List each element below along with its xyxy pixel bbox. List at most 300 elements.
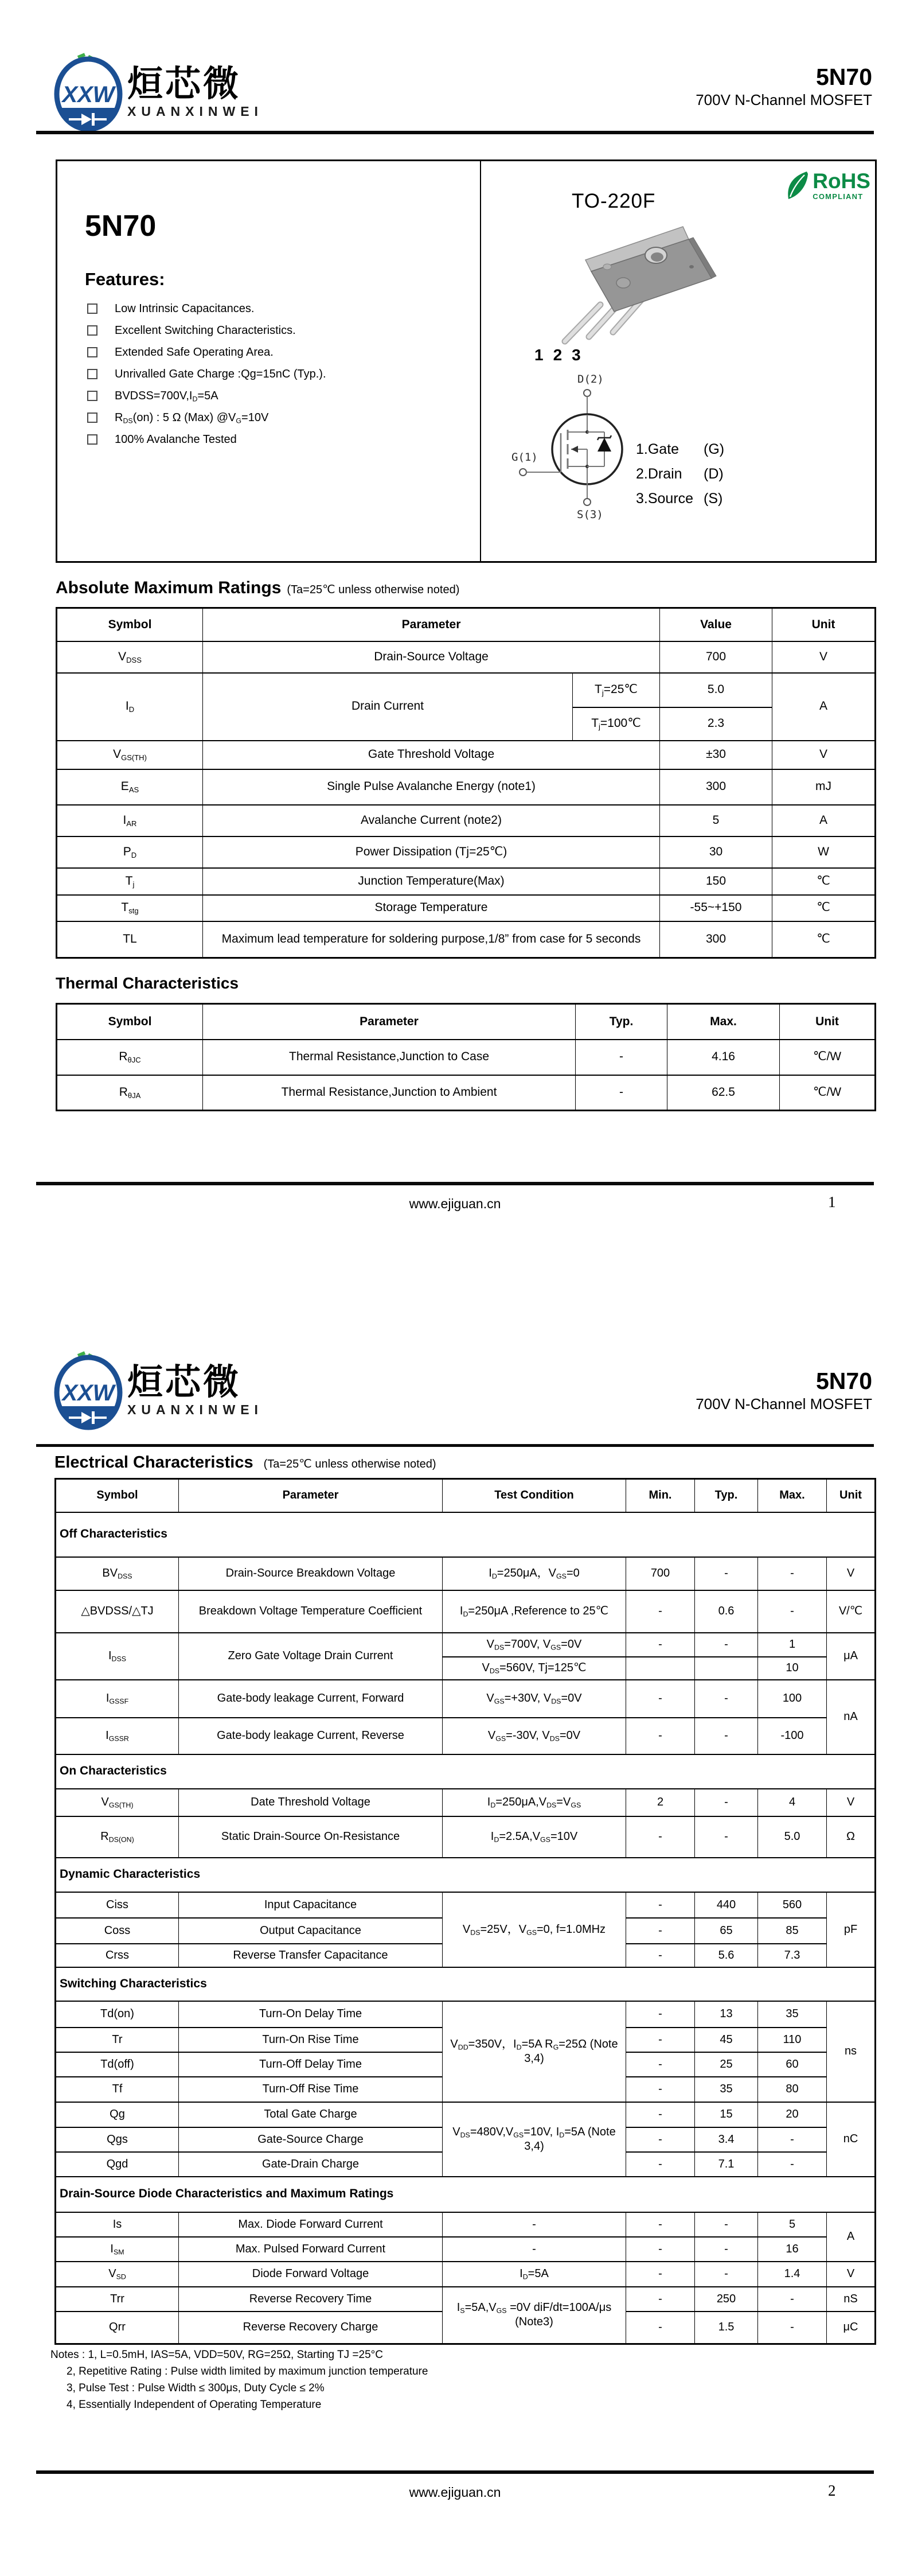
cond-cell: $I_D=5A$ [443,2262,626,2287]
section-row-dynamic-characteristics [56,1858,876,1892]
param-cell: Reverse Recovery Time [179,2287,443,2312]
package-name: TO-220F [572,190,656,212]
note-line: 2, Repetitive Rating : Pulse width limited by maximum junction temperature [67,2365,428,2377]
checkbox-icon [87,303,97,314]
pin-2-label: 2 [553,346,563,364]
list-item [636,441,724,458]
col-header-min: Min. [626,1479,695,1512]
col-header-symbol: Symbol [57,608,203,641]
list-item [87,346,326,359]
min-cell: - [626,1944,695,1967]
max-cell: 7.3 [758,1944,827,1967]
feature-text: $BVDSS=700V,I_D=5A$ [115,390,218,403]
typ-cell: 7.1 [695,2152,758,2177]
unit-cell: V [772,641,876,673]
min-cell: - [626,1892,695,1918]
sym-cell: Crss [56,1944,179,1967]
section-label: Drain-Source Diode Characteristics and Maximum Ratings [56,2177,876,2212]
value-cell: 300 [660,921,772,958]
company-logo [52,1351,263,1431]
max-cell: 110 [758,2028,827,2052]
sym-cell: $E_{AS}$ [57,769,203,805]
list-item [636,491,724,507]
typ-cell: 5.6 [695,1944,758,1967]
param-cell: Turn-Off Rise Time [179,2077,443,2102]
amr-section-title [56,578,459,598]
param-cell: Total Gate Charge [179,2102,443,2127]
features-title: Features: [85,269,165,289]
max-cell: 85 [758,1918,827,1944]
param-cell: Single Pulse Avalanche Energy (note1) [203,769,660,805]
section-label: Dynamic Characteristics [56,1858,876,1892]
typ-cell: - [695,1718,758,1754]
sym-cell: Qgd [56,2152,179,2177]
logo-xxw-text: XXW [62,82,115,107]
unit-cell: nC [827,2102,876,2177]
brand-name-english: XUANXINWEI [127,104,263,119]
min-cell: - [626,2287,695,2312]
min-cell: - [626,1633,695,1657]
param-cell: Turn-On Delay Time [179,2001,443,2028]
max-cell: - [758,2287,827,2312]
min-cell [626,1657,695,1680]
cond-cell: $V_{GS}=+30V$, $V_{DS}=0V$ [443,1680,626,1718]
pin-numbers [534,346,591,364]
rohs-subtitle: COMPLIANT [813,192,864,201]
brand-name-chinese: 烜芯微 [127,1363,241,1402]
col-header-typ: Typ. [695,1479,758,1512]
sym-cell: $T_{stg}$ [57,895,203,921]
param-cell: Avalanche Current (note2) [203,805,660,836]
pin-function-name: 1.Gate [636,441,679,457]
param-cell: Thermal Resistance,Junction to Case [203,1040,576,1075]
max-cell: 100 [758,1680,827,1718]
min-cell: 700 [626,1557,695,1590]
table-row [56,1789,876,1816]
page-number: 1 [828,1193,836,1211]
sym-cell: $I_{DSS}$ [56,1633,179,1680]
sym-cell: Qgs [56,2127,179,2152]
unit-cell: μC [827,2312,876,2344]
max-cell: - [758,2312,827,2344]
max-cell: 80 [758,2077,827,2102]
sym-cell: $I_{GSSR}$ [56,1718,179,1754]
table-row [56,2287,876,2312]
max-cell: 35 [758,2001,827,2028]
param-cell: Turn-Off Delay Time [179,2052,443,2077]
sym-cell: $V_{DSS}$ [57,641,203,673]
part-subtitle: 700V N-Channel MOSFET [696,91,872,109]
sym-cell: $BV_{DSS}$ [56,1557,179,1590]
brand-name-chinese: 烜芯微 [127,64,241,104]
min-cell: 2 [626,1789,695,1816]
footer-rule [36,1182,874,1185]
max-cell: - [758,1557,827,1590]
col-header-max: Max. [667,1004,780,1040]
typ-cell: - [695,2212,758,2237]
sym-cell: Qg [56,2102,179,2127]
logo-xxw-text: XXW [62,1380,115,1406]
section-row-on-characteristics [56,1754,876,1789]
table-row [57,895,876,921]
section-heading: Thermal Characteristics [56,974,239,992]
cond-cell: $V_{GS}=-30V$, $V_{DS}=0V$ [443,1718,626,1754]
sym-cell: Td(off) [56,2052,179,2077]
param-cell: Date Threshold Voltage [179,1789,443,1816]
list-item [87,302,326,315]
cond-cell: - [443,2212,626,2237]
max-cell: 5.0 [758,1816,827,1858]
col-header-parameter: Parameter [203,1004,576,1040]
unit-cell: V [772,741,876,769]
typ-cell [695,1657,758,1680]
typ-cell: - [695,1680,758,1718]
table-row [56,1633,876,1657]
sym-cell: Ciss [56,1892,179,1918]
param-cell: Turn-On Rise Time [179,2028,443,2052]
section-row-switching-characteristics [56,1967,876,2001]
col-header-unit: Unit [780,1004,876,1040]
footer-website: www.ejiguan.cn [409,1196,501,1211]
cond-cell: - [443,2237,626,2262]
table-row [56,1590,876,1633]
sym-cell: $R_{\theta JC}$ [57,1040,203,1075]
min-cell: - [626,2001,695,2028]
feature-text: Unrivalled Gate Charge :Qg=15nC (Typ.). [115,368,326,380]
max-cell: 60 [758,2052,827,2077]
min-cell: - [626,1918,695,1944]
unit-cell: ℃ [772,895,876,921]
table-row [56,2237,876,2262]
electrical-characteristics-table [54,1478,876,2345]
features-list [87,302,326,455]
min-cell: - [626,1718,695,1754]
rohs-badge [785,170,870,203]
param-cell: Junction Temperature(Max) [203,868,660,895]
param-cell: Input Capacitance [179,1892,443,1918]
max-cell: 5 [758,2212,827,2237]
min-cell: - [626,2152,695,2177]
note-line: 3, Pulse Test : Pulse Width ≤ 300μs, Duty Cycle ≤ 2% [67,2382,325,2394]
unit-cell: ℃ [772,868,876,895]
cond-cell: $T_j=25℃$ [573,673,660,707]
param-cell: Max. Diode Forward Current [179,2212,443,2237]
param-cell: Gate-Source Charge [179,2127,443,2152]
col-header-parameter: Parameter [179,1479,443,1512]
sym-cell: Tr [56,2028,179,2052]
pin-1-label: 1 [534,346,544,364]
min-cell: - [626,2237,695,2262]
unit-cell: ℃ [772,921,876,958]
sym-cell: $I_{GSSF}$ [56,1680,179,1718]
table-row [57,868,876,895]
document-title-block [696,1368,872,1413]
table-row [56,1718,876,1754]
cond-cell: $I_D=250\mu A,V_{DS}=V_{GS}$ [443,1789,626,1816]
typ-cell: 250 [695,2287,758,2312]
footer-website: www.ejiguan.cn [409,2485,501,2500]
param-cell: Max. Pulsed Forward Current [179,2237,443,2262]
section-row-diode-characteristics [56,2177,876,2212]
param-cell: Gate-Drain Charge [179,2152,443,2177]
list-item [87,411,326,424]
value-cell: 150 [660,868,772,895]
param-cell: Zero Gate Voltage Drain Current [179,1633,443,1680]
typ-cell: - [695,1789,758,1816]
page-2 [0,1288,910,2576]
typ-cell: 45 [695,2028,758,2052]
max-cell: - [758,2152,827,2177]
value-cell: 700 [660,641,772,673]
param-cell: Gate-body leakage Current, Forward [179,1680,443,1718]
min-cell: - [626,2052,695,2077]
value-cell: -55~+150 [660,895,772,921]
pin-function-name: 2.Drain [636,466,682,482]
col-header-typ: Typ. [576,1004,667,1040]
col-header-unit: Unit [772,608,876,641]
table-header-row [57,1004,876,1040]
pin-function-list [636,441,724,515]
section-heading: Electrical Characteristics [54,1453,253,1472]
checkbox-icon [87,369,97,379]
min-cell: - [626,2028,695,2052]
value-cell: 30 [660,836,772,868]
param-cell: Output Capacitance [179,1918,443,1944]
value-cell: 5 [660,805,772,836]
sym-cell: △BVDSS/△TJ [56,1590,179,1633]
value-cell: ±30 [660,741,772,769]
cond-cell: $V_{DS}=700V$, $V_{GS}=0V$ [443,1633,626,1657]
sym-cell: $V_{GS(TH)}$ [57,741,203,769]
sym-cell: Tf [56,2077,179,2102]
col-header-value: Value [660,608,772,641]
cond-cell: $V_{DS}=560V$, Tj=125℃ [443,1657,626,1680]
max-cell: 4 [758,1789,827,1816]
section-heading: Absolute Maximum Ratings [56,578,282,597]
sym-cell: $V_{SD}$ [56,2262,179,2287]
table-row [56,2001,876,2028]
unit-cell: A [772,805,876,836]
cond-cell: $I_D=250\mu A$ ,Reference to 25℃ [443,1590,626,1633]
rohs-leaf-icon [785,170,810,203]
unit-cell: μA [827,1633,876,1680]
drain-label: D(2) [577,373,604,386]
value-cell: 300 [660,769,772,805]
sym-cell: $R_{\theta JA}$ [57,1075,203,1111]
sym-cell: $R_{DS(ON)}$ [56,1816,179,1858]
company-logo [52,53,263,133]
unit-cell: V [827,1789,876,1816]
checkbox-icon [87,413,97,423]
cond-cell: $V_{DD}=350V$，$I_D=5A$ $R_G=25\Omega$ (Note 3,4) [443,2001,626,2102]
checkbox-icon [87,434,97,445]
cond-cell: $V_{DS}=25V$，$V_{GS}=0$, f=1.0MHz [443,1892,626,1967]
checkbox-icon [87,325,97,336]
typ-cell: - [695,2262,758,2287]
table-row [57,741,876,769]
typ-cell: 25 [695,2052,758,2077]
col-header-max: Max. [758,1479,827,1512]
param-cell: Reverse Transfer Capacitance [179,1944,443,1967]
sym-cell: $I_{SM}$ [56,2237,179,2262]
table-header-row [56,1479,876,1512]
section-label: On Characteristics [56,1754,876,1789]
page-number: 2 [828,2482,836,2499]
table-row [57,805,876,836]
to220f-package-image [527,214,745,349]
param-cell: Gate-body leakage Current, Reverse [179,1718,443,1754]
sym-cell: Coss [56,1918,179,1944]
pin-3-label: 3 [572,346,581,364]
header-rule [36,131,874,134]
sym-cell: $P_D$ [57,836,203,868]
min-cell: - [626,2102,695,2127]
min-cell: - [626,1680,695,1718]
thermal-characteristics-table [56,1003,876,1111]
col-header-symbol: Symbol [57,1004,203,1040]
feature-text: Extended Safe Operating Area. [115,346,274,359]
sym-cell: Td(on) [56,2001,179,2028]
notes-block [50,2347,428,2413]
unit-cell: V/℃ [827,1590,876,1633]
source-label: S(3) [577,508,603,521]
xxw-logo-icon [52,53,125,133]
note-line: Notes : 1, L=0.5mH, IAS=5A, VDD=50V, RG=25Ω, Starting TJ =25°C [50,2349,383,2361]
table-row [57,673,876,707]
col-header-unit: Unit [827,1479,876,1512]
unit-cell: pF [827,1892,876,1967]
sym-cell: $T_j$ [57,868,203,895]
unit-cell: ℃/W [780,1040,876,1075]
typ-cell: 65 [695,1918,758,1944]
param-cell: Maximum lead temperature for soldering purpose,1/8” from case for 5 seconds [203,921,660,958]
part-subtitle: 700V N-Channel MOSFET [696,1395,872,1413]
param-cell: Storage Temperature [203,895,660,921]
section-label: Off Characteristics [56,1512,876,1557]
min-cell: - [626,2212,695,2237]
max-cell: 16 [758,2237,827,2262]
cond-cell: $I_S=5A,V_{GS} =0V$ diF/dt=100A/μs (Note3) [443,2287,626,2344]
unit-cell: mJ [772,769,876,805]
cond-cell: $V_{DS}=480V,V_{GS}=10V$, $I_D=5A$ (Note 3,4) [443,2102,626,2177]
typ-cell: 3.4 [695,2127,758,2152]
max-cell: - [758,1590,827,1633]
unit-cell: V [827,2262,876,2287]
part-number: 5N70 [815,1368,872,1394]
document-title-block [696,64,872,109]
package-panel [480,161,875,561]
cond-cell: $I_D=2.5A,V_{GS}=10V$ [443,1816,626,1858]
typ-cell: 440 [695,1892,758,1918]
min-cell: - [626,2127,695,2152]
brand-name-english: XUANXINWEI [127,1402,263,1417]
cond-cell: $T_j=100℃$ [573,707,660,741]
brand-text [127,1365,263,1418]
param-cell: Drain Current [203,673,573,741]
table-row [57,921,876,958]
min-cell: - [626,2262,695,2287]
list-item [87,433,326,446]
cond-cell: $I_D=250\mu A$，$V_{GS}=0$ [443,1557,626,1590]
unit-cell: W [772,836,876,868]
max-cell: 1.4 [758,2262,827,2287]
table-row [56,1892,876,1918]
table-row [56,2102,876,2127]
footer-rule [36,2470,874,2474]
table-row [57,1040,876,1075]
unit-cell: A [827,2212,876,2262]
rohs-text [813,170,870,200]
sym-cell: Qrr [56,2312,179,2344]
col-header-parameter: Parameter [203,608,660,641]
typ-cell: 0.6 [695,1590,758,1633]
param-cell: Drain-Source Breakdown Voltage [179,1557,443,1590]
table-row [56,2212,876,2237]
unit-cell: ns [827,2001,876,2102]
product-overview-box [56,159,877,563]
part-number: 5N70 [815,64,872,90]
brand-text [127,64,263,119]
table-row [57,769,876,805]
pin-function-symbol: (S) [704,491,723,507]
typ-cell: 15 [695,2102,758,2127]
note-line: 4, Essentially Independent of Operating Temperature [67,2399,322,2411]
table-row [56,1816,876,1858]
max-cell: -100 [758,1718,827,1754]
section-condition-note: (Ta=25℃ unless otherwise noted) [287,583,460,596]
unit-cell: nS [827,2287,876,2312]
feature-text: Low Intrinsic Capacitances. [115,302,255,315]
unit-cell: ℃/W [780,1075,876,1111]
rohs-title: RoHS [813,169,870,193]
list-item [636,466,724,482]
param-cell: Gate Threshold Voltage [203,741,660,769]
max-cell: 62.5 [667,1075,780,1111]
table-row [57,641,876,673]
sym-cell: $V_{GS(TH)}$ [56,1789,179,1816]
max-cell: 10 [758,1657,827,1680]
typ-cell: 35 [695,2077,758,2102]
features-panel [57,161,480,561]
unit-cell: A [772,673,876,741]
param-cell: Reverse Recovery Charge [179,2312,443,2344]
list-item [87,324,326,337]
max-cell: 560 [758,1892,827,1918]
sym-cell: $I_{AR}$ [57,805,203,836]
pin-function-symbol: (D) [704,466,724,482]
sym-cell: $I_D$ [57,673,203,741]
table-row [57,1075,876,1111]
table-row [57,836,876,868]
unit-cell: V [827,1557,876,1590]
sym-cell: Is [56,2212,179,2237]
typ-cell: 13 [695,2001,758,2028]
min-cell: - [626,2312,695,2344]
sym-cell: Trr [56,2287,179,2312]
header-rule [36,1444,874,1447]
param-cell: Drain-Source Voltage [203,641,660,673]
section-label: Switching Characteristics [56,1967,876,2001]
param-cell: Breakdown Voltage Temperature Coefficient [179,1590,443,1633]
typ-cell: - [695,1816,758,1858]
typ-cell: - [695,2237,758,2262]
typ-cell: - [695,1633,758,1657]
feature-text: Excellent Switching Characteristics. [115,324,296,337]
max-cell: 4.16 [667,1040,780,1075]
feature-text: 100% Avalanche Tested [115,433,237,446]
table-header-row [57,608,876,641]
pin-function-name: 3.Source [636,491,694,507]
